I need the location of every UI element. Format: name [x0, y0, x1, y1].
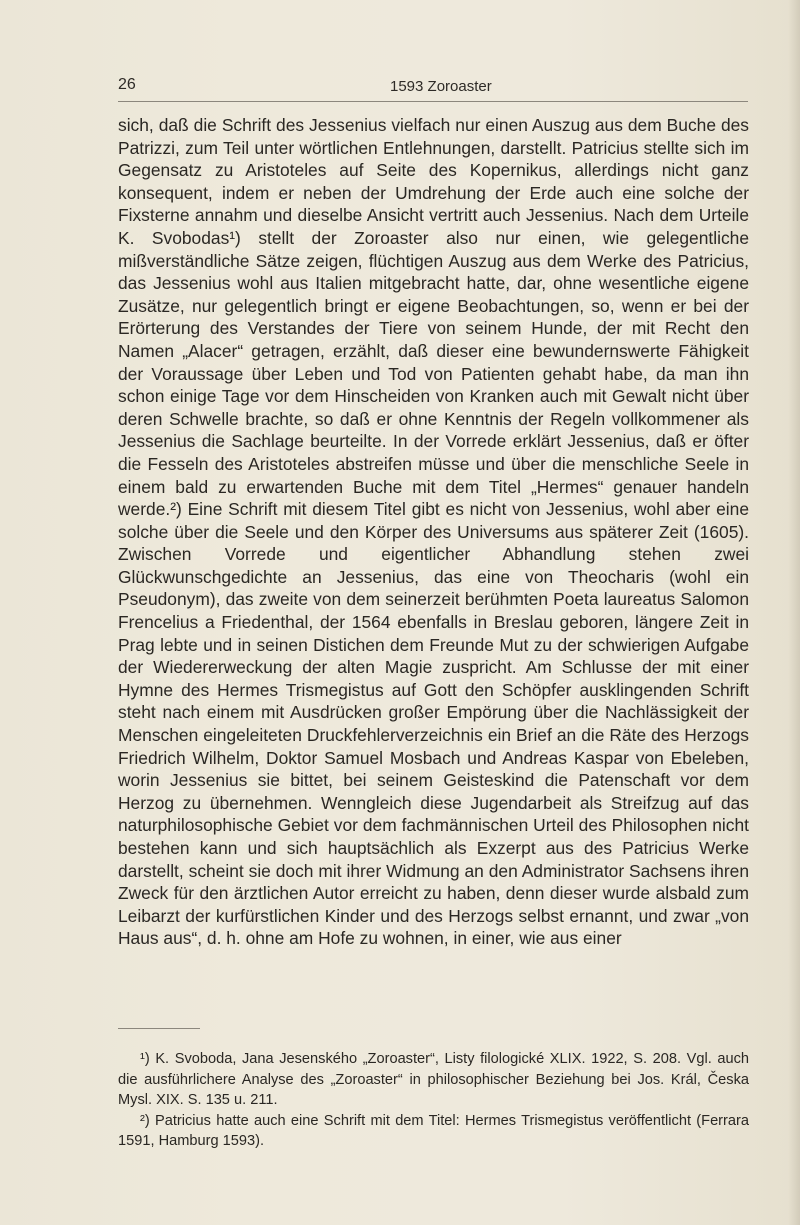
- footnote-rule: [118, 1028, 200, 1029]
- footnotes: [118, 1049, 749, 1152]
- footnote-2: ²) Patricius hatte auch eine Schrift mit dem Titel: Hermes Trismegistus veröffentlicht (Ferrara 1591, Hamburg 1593).: [118, 1112, 749, 1149]
- body-paragraph: sich, daß die Schrift des Jessenius vielfach nur einen Auszug aus dem Buche des Patrizzi, zum Teil unter wörtlichen Entlehnungen, darstellt. Patricius stellte sich im Gegensatz zu Aristoteles auf Seite des Kopernikus, allerdings nicht ganz konsequent, indem er neben der Umdrehung der Erde auch eine solche der Fixsterne annahm und dieselbe Ansicht vertritt auch Jessenius. Nach dem Urteile K. Svobodas¹) stellt der Zoroaster also nur einen, wie gelegentliche mißverständliche Sätze zeigen, flüchtigen Auszug aus dem Werke des Patricius, das Jessenius wohl aus Italien mitgebracht hatte, dar, ohne wesentliche eigene Zusätze, nur gelegentlich bringt er eigene Beobachtungen, so, wenn er bei der Erörterung des Verstandes der Tiere von seinem Hunde, der mit Recht den Namen „Alacer“ getragen, erzählt, daß dieser eine bewundernswerte Fähigkeit der Voraussage über Leben und Tod von Patienten gehabt habe, da man ihn schon einige Tage vor dem Hinscheiden von Kranken auch mit Gewalt nicht über deren Schwelle brachte, so daß er ohne Kenntnis der Regeln vollkommener als Jessenius die Sachlage beurteilte. In der Vorrede erklärt Jessenius, daß er öfter die Fesseln des Aristoteles abstreifen müsse und über die menschliche Seele in einem bald zu erwartenden Buche mit dem Titel „Hermes“ genauer handeln werde.²) Eine Schrift mit diesem Titel gibt es nicht von Jessenius, wohl aber eine solche über die Seele und den Körper des Universums aus späterer Zeit (1605). Zwischen Vorrede und eigentlicher Abhandlung stehen zwei Glückwunschgedichte an Jessenius, das eine von Theocharis (wohl ein Pseudonym), das zweite von dem seinerzeit berühmten Poeta laureatus Salomon Frencelius a Friedenthal, der 1564 ebenfalls in Breslau geboren, längere Zeit in Prag lebte und in seinen Distichen dem Freunde Mut zu der schwierigen Aufgabe der Wiedererweckung der alten Magie zuspricht. Am Schlusse der mit einer Hymne des Hermes Trismegistus auf Gott den Schöpfer ausklingenden Schrift steht nach einem mit Ausdrücken großer Empörung über die Nachlässigkeit der Menschen eingeleiteten Druckfehlerverzeichnis ein Brief an die Räte des Herzogs Friedrich Wilhelm, Doktor Samuel Mosbach und Andreas Kaspar von Ebeleben, worin Jessenius sie bittet, bei seinem Geisteskind die Patenschaft vor dem Herzog zu übernehmen. Wenngleich diese Jugendarbeit als Streifzug auf das naturphilosophische Gebiet vor dem fachmännischen Urteil des Philosophen nicht bestehen kann und sich hauptsächlich als Exzerpt aus des Patricius Werke darstellt, scheint sie doch mit ihrer Widmung an den Administrator Sachsens ihren Zweck für den ärztlichen Autor erreicht zu haben, denn dieser wurde alsbald zum Leibarzt der kurfürstlichen Kinder und des Herzogs selbst ernannt, und zwar „von Haus aus“, d. h. ohne am Hofe zu wohnen, in einer, wie aus einer: [118, 115, 749, 949]
- footnote-1: ¹) K. Svoboda, Jana Jesenského „Zoroaster“, Listy filologické XLIX. 1922, S. 208. Vgl. auch die ausführlichere Analyse des „Zoroaster“ in philosophischer Beziehung bei Jos. Král, Česka Mysl. XIX. S. 135 u. 211.: [118, 1051, 749, 1108]
- header-rule: [118, 101, 748, 102]
- main-text: [118, 114, 749, 950]
- running-title: 1593 Zoroaster: [390, 78, 492, 95]
- running-header: [118, 76, 748, 102]
- page-edge-shadow: [788, 0, 800, 1225]
- page-number: 26: [118, 76, 136, 93]
